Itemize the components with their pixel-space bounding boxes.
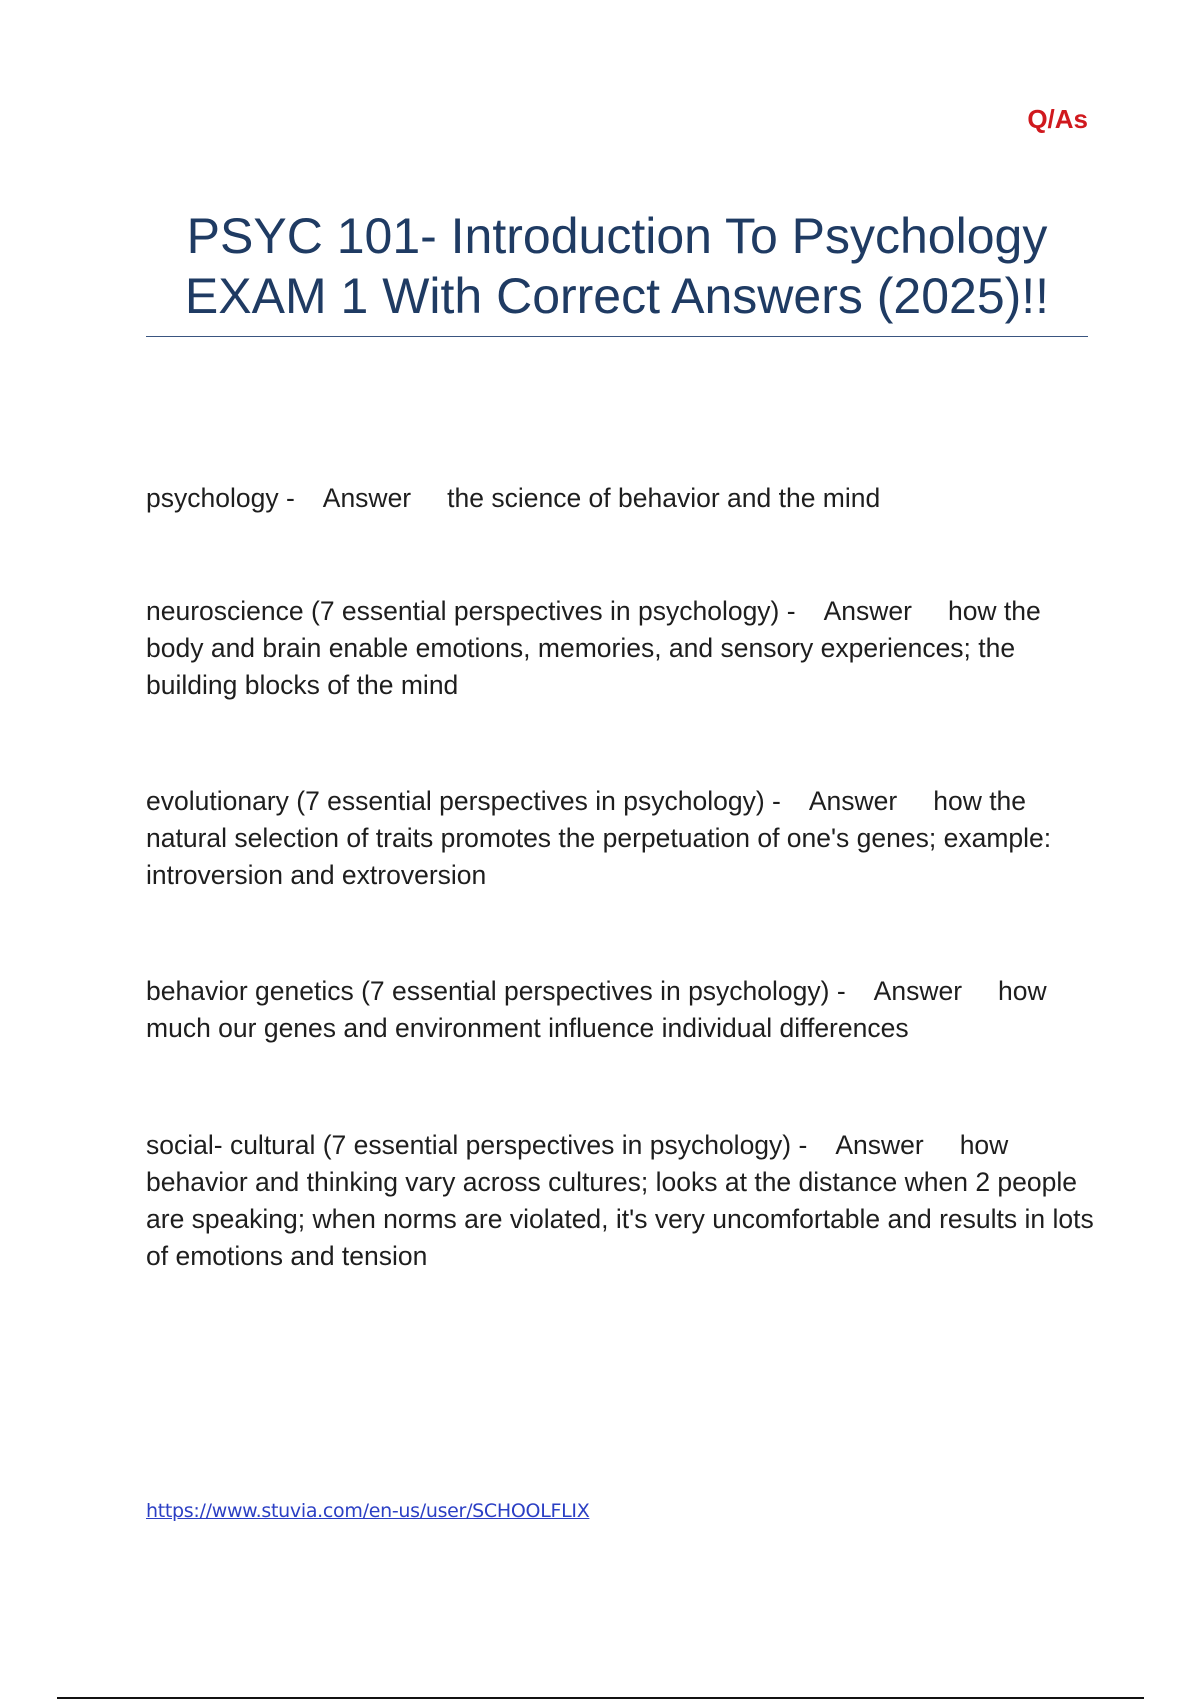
qa-answer-label: Answer [322, 483, 412, 513]
qa-answer-label: Answer [835, 1130, 924, 1160]
qa-item [146, 973, 1096, 1047]
qa-answer-label: Answer [808, 786, 898, 816]
qa-term: evolutionary (7 essential perspectives in psychology) - [146, 786, 781, 816]
qa-answer: the science of behavior and the mind [447, 483, 881, 513]
qa-term: neuroscience (7 essential perspectives in psychology) - [146, 596, 796, 626]
qa-item [146, 480, 1096, 517]
footer-divider [57, 1697, 1144, 1699]
qa-answer-label: Answer [873, 976, 963, 1006]
qa-answer-label: Answer [823, 596, 912, 626]
qa-item [146, 593, 1096, 704]
qa-item [146, 1127, 1096, 1275]
author-profile-link[interactable]: https://www.stuvia.com/en-us/user/SCHOOLFLIX [146, 1500, 590, 1522]
title-line-2: EXAM 1 With Correct Answers (2025)!! [184, 268, 1050, 324]
qa-term: psychology - [146, 483, 295, 513]
qa-item [146, 783, 1096, 894]
qa-tag: Q/As [1027, 104, 1088, 134]
qa-answer: how much our genes and environment influence individual differences [146, 976, 1047, 1043]
document-title [146, 206, 1088, 337]
title-line-1: PSYC 101- Introduction To Psychology [186, 208, 1048, 264]
qa-term: behavior genetics (7 essential perspectives in psychology) - [146, 976, 846, 1006]
qa-answer: how the body and brain enable emotions, memories, and sensory experiences; the building blocks of the mind [146, 596, 1041, 700]
qa-term: social- cultural (7 essential perspectives in psychology) - [146, 1130, 808, 1160]
qa-answer: how behavior and thinking vary across cultures; looks at the distance when 2 people are speaking; when norms are violated, it's very uncomfortable and results in lots of emotions and tension [146, 1130, 1094, 1271]
qa-answer: how the natural selection of traits promotes the perpetuation of one's genes; example: introversion and extroversion [146, 786, 1052, 890]
